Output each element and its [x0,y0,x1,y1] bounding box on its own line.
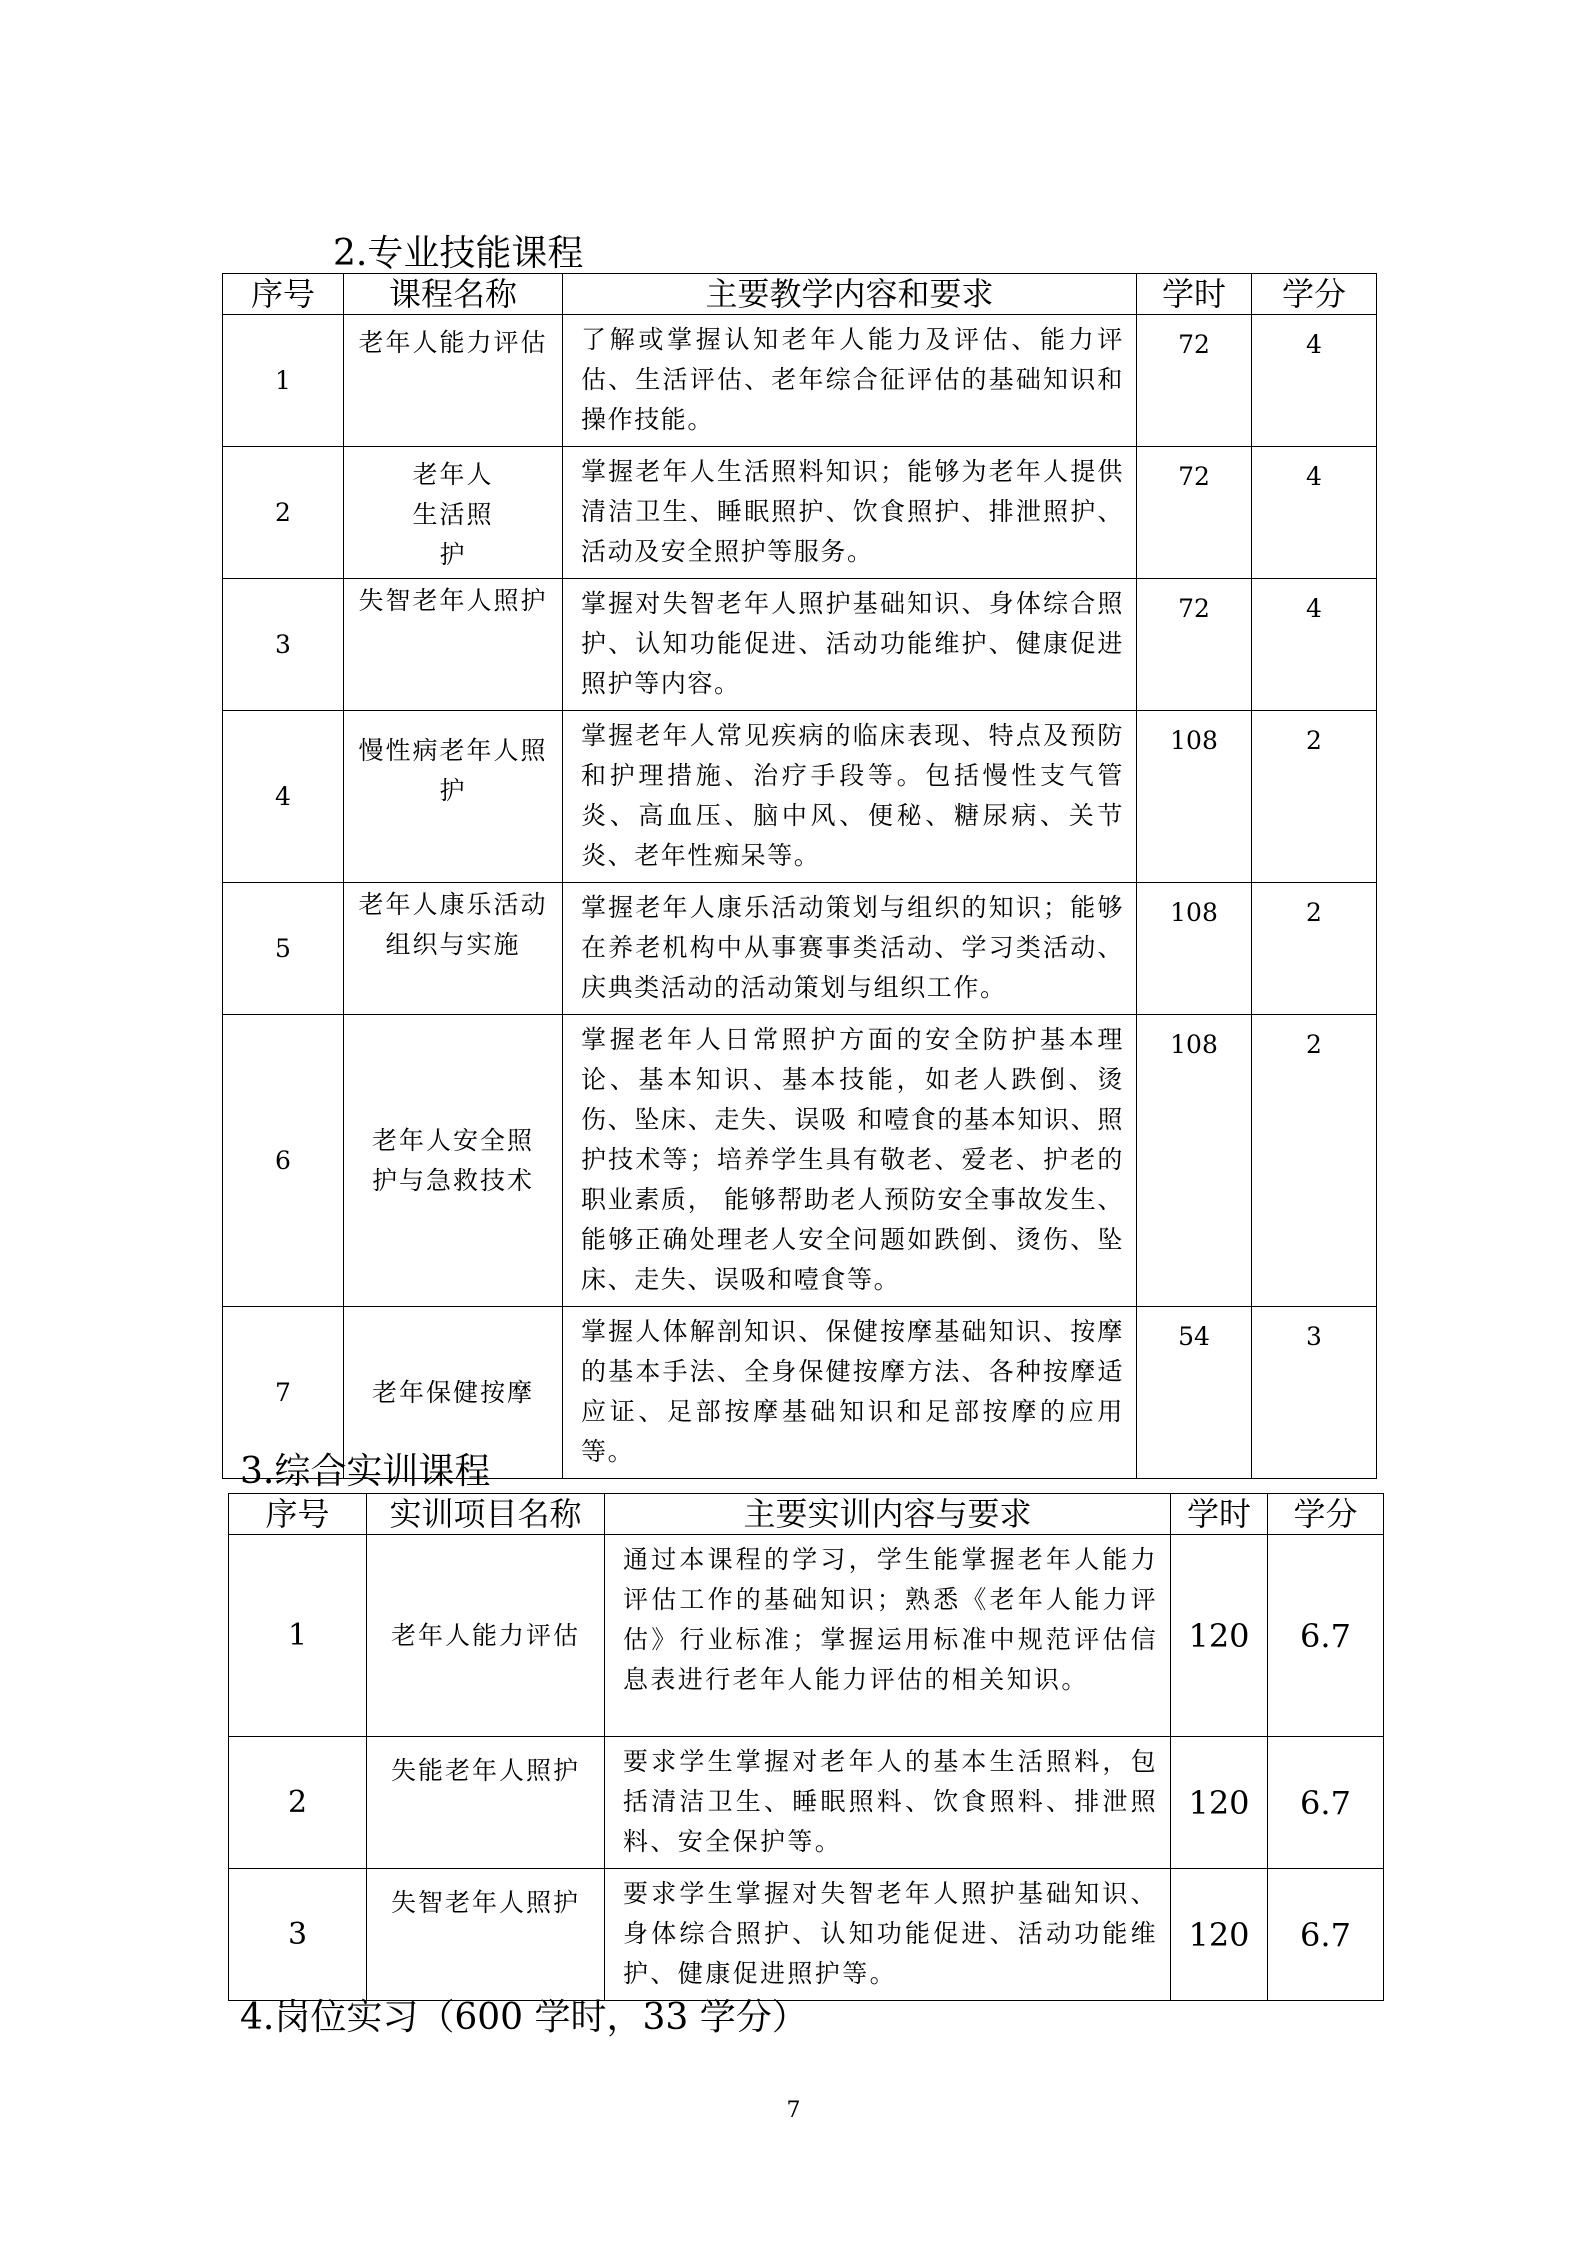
row-content: 掌握老年人日常照护方面的安全防护基本理论、基本知识、基本技能，如老人跌倒、烫伤、坠床、走失、误吸 和噎食的基本知识、照护技术等；培养学生具有敬老、爱老、护老的职业素质， 能够帮助老人预防安全事故发生、能够正确处理老人安全问题如跌倒、烫伤、坠床、走失、误吸和噎食等。 [563,1015,1137,1307]
table-row [223,883,1377,1015]
row-hours: 72 [1137,447,1252,579]
header-hours: 学时 [1137,274,1252,315]
row-no: 5 [223,883,344,1015]
header-project-name: 实训项目名称 [367,1494,605,1535]
header-hours: 学时 [1171,1494,1268,1535]
table-row [229,1869,1384,2001]
header-content: 主要教学内容和要求 [563,274,1137,315]
row-no: 1 [229,1535,367,1737]
row-credits: 6.7 [1268,1869,1384,2001]
row-credits: 4 [1252,315,1377,447]
row-content: 掌握老年人康乐活动策划与组织的知识；能够在养老机构中从事赛事类活动、学习类活动、庆典类活动的活动策划与组织工作。 [563,883,1137,1015]
row-no: 1 [223,315,344,447]
header-credits: 学分 [1252,274,1377,315]
row-no: 3 [229,1869,367,2001]
row-course-name: 老年人安全照护与急救技术 [344,1015,563,1307]
table-header-row [229,1494,1384,1535]
row-no: 7 [223,1307,344,1479]
table-row [229,1737,1384,1869]
row-no: 6 [223,1015,344,1307]
header-no: 序号 [229,1494,367,1535]
row-hours: 108 [1137,883,1252,1015]
table-row [229,1535,1384,1737]
row-credits: 2 [1252,711,1377,883]
row-credits: 4 [1252,447,1377,579]
row-course-name: 老年保健按摩 [344,1307,563,1479]
row-credits: 6.7 [1268,1535,1384,1737]
row-content: 要求学生掌握对失智老年人照护基础知识、身体综合照护、认知功能促进、活动功能维护、健康促进照护等。 [605,1869,1171,2001]
row-hours: 120 [1171,1535,1268,1737]
row-hours: 120 [1171,1737,1268,1869]
row-course-name: 老年人能力评估 [344,315,563,447]
row-credits: 2 [1252,883,1377,1015]
practical-training-table [228,1493,1384,2001]
row-project-name: 老年人能力评估 [367,1535,605,1737]
header-no: 序号 [223,274,344,315]
row-no: 4 [223,711,344,883]
table-row [223,579,1377,711]
table-row [223,447,1377,579]
row-project-name: 失智老年人照护 [367,1869,605,2001]
row-content: 通过本课程的学习，学生能掌握老年人能力评估工作的基础知识；熟悉《老年人能力评估》行业标准；掌握运用标准中规范评估信息表进行老年人能力评估的相关知识。 [605,1535,1171,1737]
row-credits: 3 [1252,1307,1377,1479]
row-no: 3 [223,579,344,711]
table-row [223,315,1377,447]
row-content: 要求学生掌握对老年人的基本生活照料，包括清洁卫生、睡眠照料、饮食照料、排泄照料、安全保护等。 [605,1737,1171,1869]
row-no: 2 [229,1737,367,1869]
row-course-name: 失智老年人照护 [344,579,563,711]
section2-title: 2.专业技能课程 [333,233,584,274]
row-credits: 4 [1252,579,1377,711]
section3-title: 3.综合实训课程 [240,1451,491,1492]
row-content: 掌握人体解剖知识、保健按摩基础知识、按摩 的基本手法、全身保健按摩方法、各种按摩适应证、足部按摩基础知识和足部按摩的应用等。 [563,1307,1137,1479]
row-content: 掌握对失智老年人照护基础知识、身体综合照护、认知功能促进、活动功能维护、健康促进照护等内容。 [563,579,1137,711]
header-course-name: 课程名称 [344,274,563,315]
row-hours: 54 [1137,1307,1252,1479]
row-credits: 2 [1252,1015,1377,1307]
row-no: 2 [223,447,344,579]
header-credits: 学分 [1268,1494,1384,1535]
row-hours: 72 [1137,315,1252,447]
table-header-row [223,274,1377,315]
row-course-name: 老年人生活照护 [344,447,563,579]
row-course-name: 慢性病老年人照护 [344,711,563,883]
row-hours: 120 [1171,1869,1268,2001]
table-row [223,1015,1377,1307]
professional-skills-table [222,273,1377,1479]
row-credits: 6.7 [1268,1737,1384,1869]
row-project-name: 失能老年人照护 [367,1737,605,1869]
row-content: 了解或掌握认知老年人能力及评估、能力评估、生活评估、老年综合征评估的基础知识和操作技能。 [563,315,1137,447]
header-content: 主要实训内容与要求 [605,1494,1171,1535]
page-number: 7 [786,2098,801,2123]
row-hours: 72 [1137,579,1252,711]
row-course-name: 老年人康乐活动组织与实施 [344,883,563,1015]
row-hours: 108 [1137,1015,1252,1307]
row-content: 掌握老年人生活照料知识；能够为老年人提供 清洁卫生、睡眠照护、饮食照护、排泄照护、活动及安全照护等服务。 [563,447,1137,579]
row-content: 掌握老年人常见疾病的临床表现、特点及预防和护理措施、治疗手段等。包括慢性支气管炎、高血压、脑中风、便秘、糖尿病、关节炎、老年性痴呆等。 [563,711,1137,883]
table-row [223,711,1377,883]
section4-title: 4.岗位实习（600 学时，33 学分） [240,1997,808,2038]
row-hours: 108 [1137,711,1252,883]
